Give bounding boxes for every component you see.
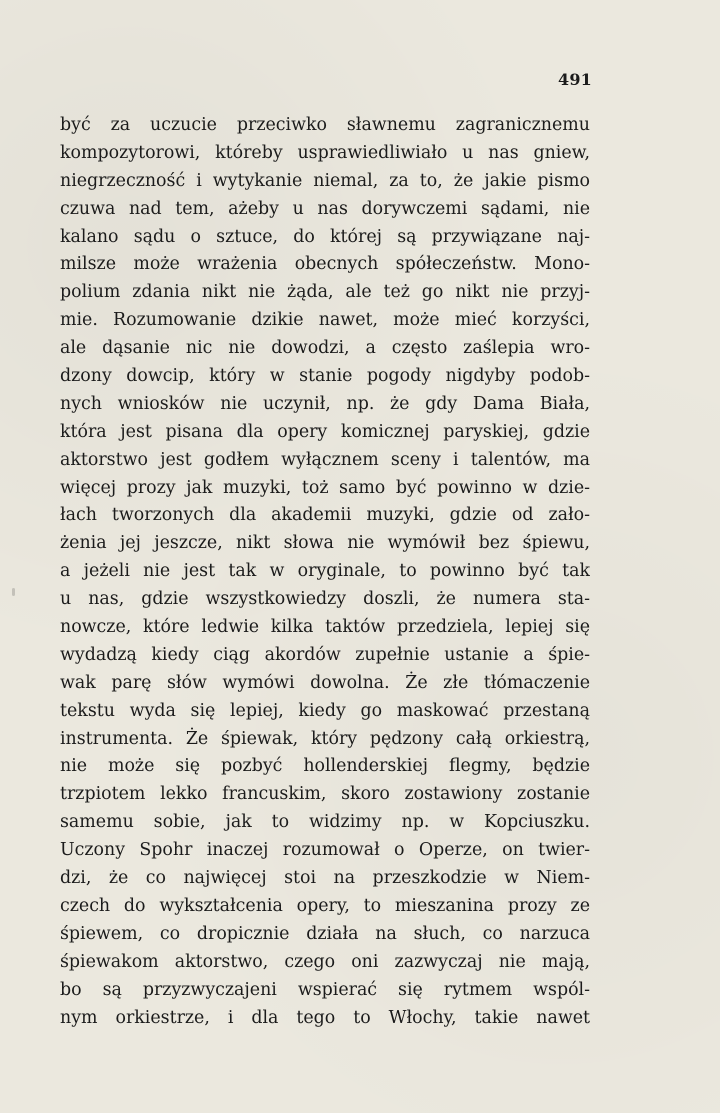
text-line: łach tworzonych dla akademii muzyki, gdzie od zało-	[60, 505, 590, 526]
text-line: dzi, że co najwięcej stoi na przeszkodzie w Niem-	[60, 868, 590, 889]
text-line: milsze może wrażenia obecnych spółeczeństw. Mono-	[60, 254, 590, 275]
text-line: kalano sądu o sztuce, do której są przywiązane naj-	[60, 226, 590, 247]
text-line: nym orkiestrze, i dla tego to Włochy, takie nawet	[60, 1007, 590, 1028]
text-line: aktorstwo jest godłem wyłącznem sceny i talentów, ma	[60, 449, 590, 470]
text-line: ale dąsanie nic nie dowodzi, a często zaślepia wro-	[60, 338, 590, 359]
text-line: nych wniosków nie uczynił, np. że gdy Dama Biała,	[60, 393, 590, 414]
text-line: a jeżeli nie jest tak w oryginale, to powinno być tak	[60, 561, 590, 582]
text-line: być za uczucie przeciwko sławnemu zagranicznemu	[60, 115, 590, 135]
text-line: wydadzą kiedy ciąg akordów zupełnie ustanie a śpie-	[60, 644, 590, 665]
text-line: kompozytorowi, któreby usprawiedliwiało u nas gniew,	[60, 142, 590, 163]
text-line: samemu sobie, jak to widzimy np. w Kopciuszku.	[60, 812, 590, 833]
text-line: która jest pisana dla opery komicznej paryskiej, gdzie	[60, 421, 590, 442]
text-line: instrumenta. Że śpiewak, który pędzony całą orkiestrą,	[60, 728, 590, 749]
text-line: nowcze, które ledwie kilka taktów przedziela, lepiej się	[60, 617, 590, 638]
text-line: dzony dowcip, który w stanie pogody nigdyby podob-	[60, 366, 590, 387]
text-line: mie. Rozumowanie dzikie nawet, może mieć korzyści,	[60, 310, 590, 331]
text-line: niegrzeczność i wytykanie niemal, za to, że jakie pismo	[60, 170, 590, 191]
page-number: 491	[558, 70, 592, 89]
body-text	[60, 112, 590, 1032]
text-line: Uczony Spohr inaczej rozumował o Operze, on twier-	[60, 840, 590, 861]
text-line: u nas, gdzie wszystkowiedzy doszli, że numera sta-	[60, 589, 590, 610]
text-line: czuwa nad tem, ażeby u nas dorywczemi sądami, nie	[60, 198, 590, 219]
text-line: nie może się pozbyć hollenderskiej flegmy, będzie	[60, 756, 590, 777]
text-line: śpiewakom aktorstwo, czego oni zazwyczaj nie mają,	[60, 951, 590, 972]
margin-mark	[12, 588, 15, 596]
text-line: wak parę słów wymówi dowolna. Że złe tłómaczenie	[60, 672, 590, 693]
text-line: czech do wykształcenia opery, to mieszanina prozy ze	[60, 895, 590, 916]
text-line: śpiewem, co dropicznie działa na słuch, co narzuca	[60, 923, 590, 944]
text-line: polium zdania nikt nie żąda, ale też go nikt nie przyj-	[60, 282, 590, 303]
text-line: żenia jej jeszcze, nikt słowa nie wymówił bez śpiewu,	[60, 533, 590, 554]
text-line: tekstu wyda się lepiej, kiedy go maskować przestaną	[60, 700, 590, 721]
text-line: więcej prozy jak muzyki, toż samo być powinno w dzie-	[60, 477, 590, 498]
text-line: bo są przyzwyczajeni wspierać się rytmem wspól-	[60, 979, 590, 1000]
text-line: trzpiotem lekko francuskim, skoro zostawiony zostanie	[60, 784, 590, 805]
